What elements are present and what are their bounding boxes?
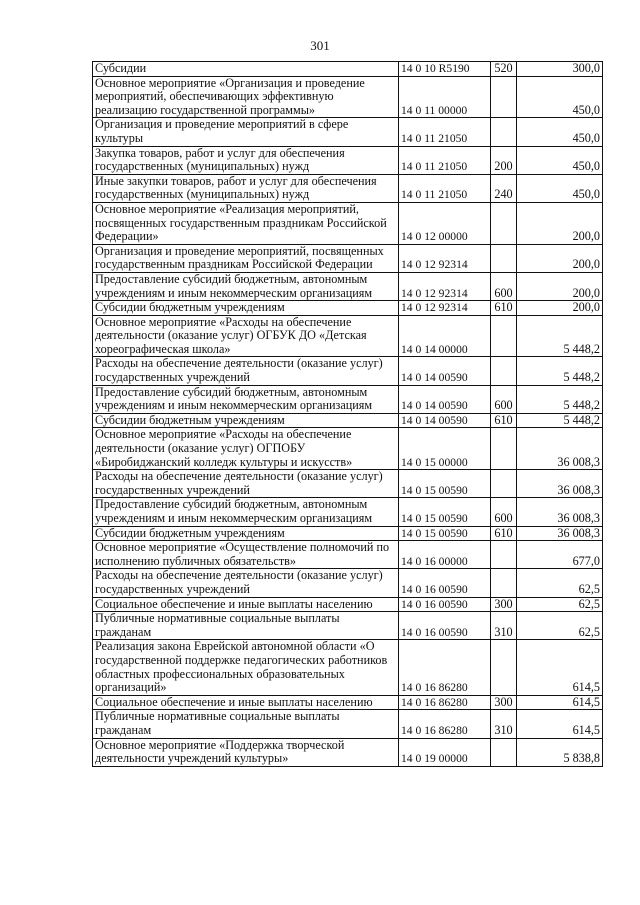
row-code-cell: 14 0 15 00590 [399, 498, 491, 526]
table-row [93, 428, 603, 470]
row-amount-cell: 450,0 [517, 174, 603, 202]
table-row [93, 244, 603, 272]
row-code-cell: 14 0 16 86280 [399, 695, 491, 710]
row-amount-cell: 677,0 [517, 541, 603, 569]
row-expense-type-cell: 610 [491, 526, 517, 541]
row-expense-type-cell: 200 [491, 146, 517, 174]
row-name-cell: Основное мероприятие «Осуществление полномочий по исполнению публичных обязательств» [93, 541, 399, 569]
table-row [93, 385, 603, 413]
row-amount-cell: 5 448,2 [517, 357, 603, 385]
row-expense-type-cell: 600 [491, 272, 517, 300]
row-name-cell: Субсидии бюджетным учреждениям [93, 301, 399, 316]
row-name-cell: Расходы на обеспечение деятельности (оказание услуг) государственных учреждений [93, 470, 399, 498]
row-name-cell: Социальное обеспечение и иные выплаты населению [93, 695, 399, 710]
row-amount-cell: 62,5 [517, 569, 603, 597]
row-code-cell: 14 0 14 00590 [399, 357, 491, 385]
row-expense-type-cell: 600 [491, 385, 517, 413]
row-name-cell: Расходы на обеспечение деятельности (оказание услуг) государственных учреждений [93, 357, 399, 385]
row-code-cell: 14 0 14 00590 [399, 413, 491, 428]
row-expense-type-cell: 600 [491, 498, 517, 526]
row-expense-type-cell: 300 [491, 597, 517, 612]
row-code-cell: 14 0 14 00590 [399, 385, 491, 413]
row-name-cell: Закупка товаров, работ и услуг для обеспечения государственных (муниципальных) нужд [93, 146, 399, 174]
row-name-cell: Основное мероприятие «Расходы на обеспечение деятельности (оказание услуг) ОГБУК ДО «Детская хореографическая школа» [93, 315, 399, 357]
row-code-cell: 14 0 14 00000 [399, 315, 491, 357]
table-row [93, 695, 603, 710]
budget-table [92, 61, 603, 767]
table-row [93, 526, 603, 541]
row-name-cell: Предоставление субсидий бюджетным, автономным учреждениям и иным некоммерческим организациям [93, 272, 399, 300]
row-amount-cell: 5 448,2 [517, 413, 603, 428]
table-row [93, 76, 603, 118]
page-number: 301 [310, 38, 330, 53]
row-code-cell: 14 0 16 00000 [399, 541, 491, 569]
row-expense-type-cell [491, 357, 517, 385]
row-expense-type-cell: 520 [491, 62, 517, 77]
row-amount-cell: 614,5 [517, 710, 603, 738]
row-name-cell: Основное мероприятие «Расходы на обеспечение деятельности (оказание услуг) ОГПОБУ «Биробиджанский колледж культуры и искусств» [93, 428, 399, 470]
row-amount-cell: 200,0 [517, 202, 603, 244]
row-name-cell: Основное мероприятие «Поддержка творческой деятельности учреждений культуры» [93, 738, 399, 766]
row-code-cell: 14 0 16 00590 [399, 569, 491, 597]
table-row [93, 710, 603, 738]
table-row [93, 118, 603, 146]
budget-table-body [93, 62, 603, 767]
row-amount-cell: 614,5 [517, 640, 603, 695]
row-amount-cell: 450,0 [517, 118, 603, 146]
table-row [93, 569, 603, 597]
row-expense-type-cell [491, 738, 517, 766]
table-row [93, 470, 603, 498]
row-amount-cell: 300,0 [517, 62, 603, 77]
row-amount-cell: 450,0 [517, 76, 603, 118]
row-name-cell: Субсидии [93, 62, 399, 77]
table-row [93, 738, 603, 766]
row-amount-cell: 450,0 [517, 146, 603, 174]
table-row [93, 272, 603, 300]
row-code-cell: 14 0 15 00590 [399, 470, 491, 498]
row-amount-cell: 36 008,3 [517, 498, 603, 526]
row-name-cell: Предоставление субсидий бюджетным, автономным учреждениям и иным некоммерческим организациям [93, 498, 399, 526]
row-expense-type-cell [491, 315, 517, 357]
row-code-cell: 14 0 10 R5190 [399, 62, 491, 77]
row-expense-type-cell [491, 541, 517, 569]
row-name-cell: Публичные нормативные социальные выплаты гражданам [93, 612, 399, 640]
row-name-cell: Основное мероприятие «Реализация мероприятий, посвященных государственным праздникам Российской Федерации» [93, 202, 399, 244]
row-code-cell: 14 0 12 92314 [399, 244, 491, 272]
row-expense-type-cell [491, 569, 517, 597]
row-amount-cell: 36 008,3 [517, 470, 603, 498]
table-row [93, 413, 603, 428]
row-name-cell: Предоставление субсидий бюджетным, автономным учреждениям и иным некоммерческим организациям [93, 385, 399, 413]
row-expense-type-cell [491, 244, 517, 272]
row-amount-cell: 36 008,3 [517, 526, 603, 541]
table-row [93, 541, 603, 569]
row-amount-cell: 62,5 [517, 597, 603, 612]
row-expense-type-cell [491, 118, 517, 146]
row-code-cell: 14 0 11 21050 [399, 118, 491, 146]
row-amount-cell: 5 448,2 [517, 385, 603, 413]
row-expense-type-cell: 310 [491, 710, 517, 738]
row-amount-cell: 62,5 [517, 612, 603, 640]
table-row [93, 301, 603, 316]
row-name-cell: Иные закупки товаров, работ и услуг для обеспечения государственных (муниципальных) нужд [93, 174, 399, 202]
row-expense-type-cell [491, 428, 517, 470]
table-row [93, 315, 603, 357]
row-expense-type-cell [491, 640, 517, 695]
row-code-cell: 14 0 15 00590 [399, 526, 491, 541]
table-row [93, 62, 603, 77]
row-amount-cell: 36 008,3 [517, 428, 603, 470]
row-code-cell: 14 0 11 21050 [399, 146, 491, 174]
table-row [93, 202, 603, 244]
row-amount-cell: 200,0 [517, 301, 603, 316]
row-name-cell: Организация и проведение мероприятий, посвященных государственным праздникам Российской Федерации [93, 244, 399, 272]
row-code-cell: 14 0 15 00000 [399, 428, 491, 470]
row-expense-type-cell: 300 [491, 695, 517, 710]
row-code-cell: 14 0 12 92314 [399, 301, 491, 316]
row-expense-type-cell [491, 470, 517, 498]
row-expense-type-cell [491, 76, 517, 118]
row-code-cell: 14 0 16 00590 [399, 612, 491, 640]
table-row [93, 640, 603, 695]
row-code-cell: 14 0 11 21050 [399, 174, 491, 202]
table-row [93, 612, 603, 640]
row-expense-type-cell: 310 [491, 612, 517, 640]
row-name-cell: Организация и проведение мероприятий в сфере культуры [93, 118, 399, 146]
row-name-cell: Публичные нормативные социальные выплаты гражданам [93, 710, 399, 738]
row-amount-cell: 200,0 [517, 244, 603, 272]
row-expense-type-cell: 240 [491, 174, 517, 202]
row-name-cell: Основное мероприятие «Организация и проведение мероприятий, обеспечивающих эффективную реализацию государственной программы» [93, 76, 399, 118]
row-code-cell: 14 0 19 00000 [399, 738, 491, 766]
table-row [93, 146, 603, 174]
row-code-cell: 14 0 12 00000 [399, 202, 491, 244]
row-name-cell: Социальное обеспечение и иные выплаты населению [93, 597, 399, 612]
row-amount-cell: 5 448,2 [517, 315, 603, 357]
row-name-cell: Расходы на обеспечение деятельности (оказание услуг) государственных учреждений [93, 569, 399, 597]
table-row [93, 597, 603, 612]
row-code-cell: 14 0 16 86280 [399, 710, 491, 738]
row-expense-type-cell [491, 202, 517, 244]
table-row [93, 174, 603, 202]
row-expense-type-cell: 610 [491, 301, 517, 316]
row-amount-cell: 614,5 [517, 695, 603, 710]
row-code-cell: 14 0 12 92314 [399, 272, 491, 300]
row-expense-type-cell: 610 [491, 413, 517, 428]
row-code-cell: 14 0 16 86280 [399, 640, 491, 695]
row-amount-cell: 5 838,8 [517, 738, 603, 766]
row-name-cell: Реализация закона Еврейской автономной области «О государственной поддержке педагогических работников областных профессиональных образовательных организаций» [93, 640, 399, 695]
row-name-cell: Субсидии бюджетным учреждениям [93, 526, 399, 541]
table-row [93, 357, 603, 385]
row-amount-cell: 200,0 [517, 272, 603, 300]
row-code-cell: 14 0 11 00000 [399, 76, 491, 118]
table-row [93, 498, 603, 526]
row-code-cell: 14 0 16 00590 [399, 597, 491, 612]
row-name-cell: Субсидии бюджетным учреждениям [93, 413, 399, 428]
